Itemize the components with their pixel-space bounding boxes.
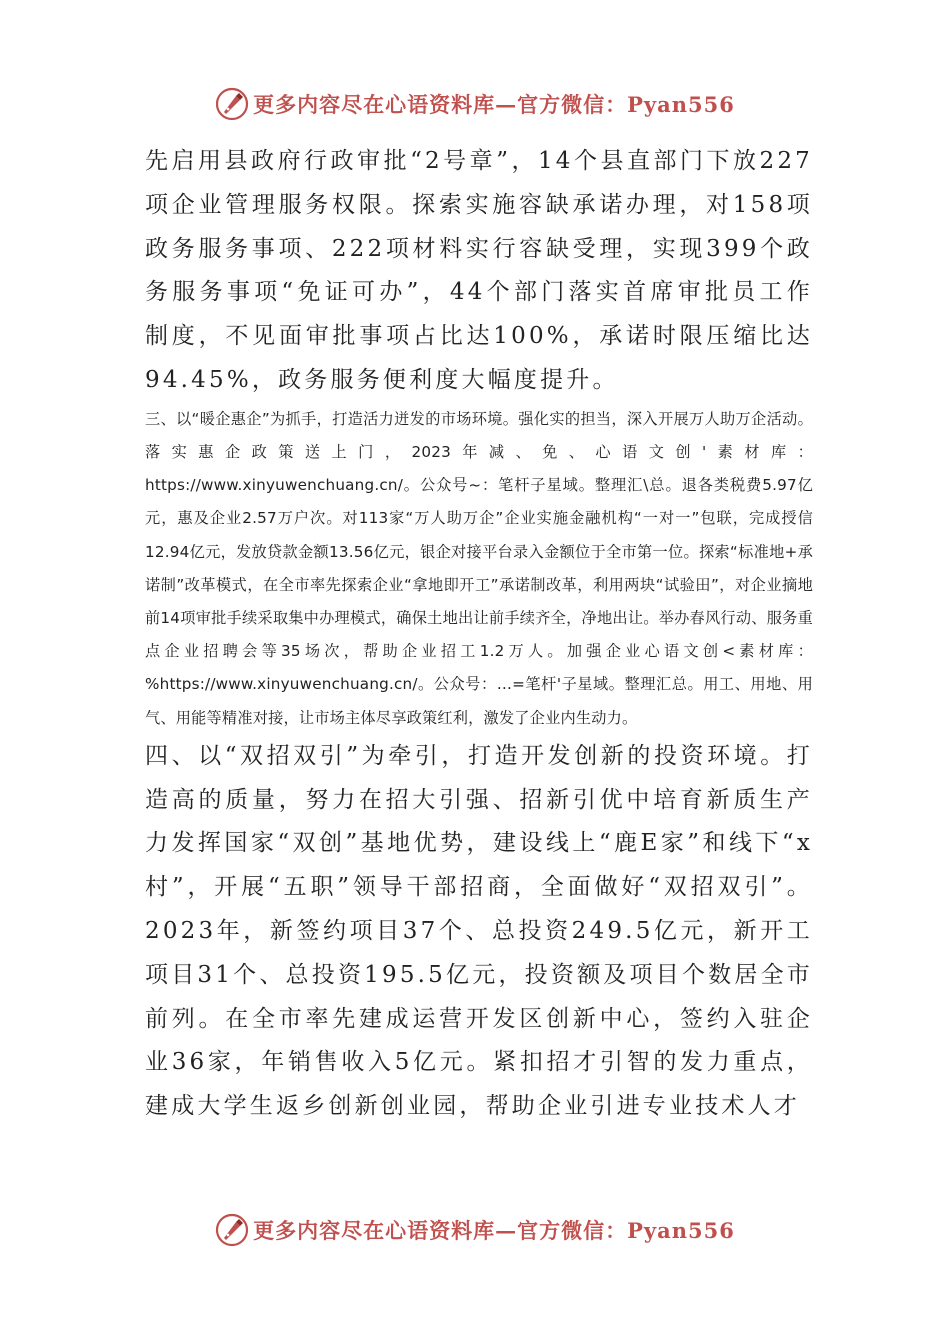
header-banner — [0, 84, 950, 124]
paragraph-investment-environment: 四、以“双招双引”为牵引，打造开发创新的投资环境。打造高的质量，努力在招大引强、招新引优中培育新质生产力发挥国家“双创”基地优势，建设线上“鹿E家”和线下“x村”，开展“五职”领导干部招商，全面做好“双招双引”。2023年，新签约项目37个、总投资249.5亿元，新开工项目31个、总投资195.5亿元，投资额及项目个数居全市前列。在全市率先建成运营开发区创新中心，签约入驻企业36家，年销售收入5亿元。紧扣招才引智的发力重点，建成大学生返乡创新创业园，帮助企业引进专业技术人才 — [145, 742, 813, 1120]
document-body — [145, 140, 813, 1129]
banner-text: 更多内容尽在心语资料库—官方微信：Pyan556 — [253, 1218, 735, 1243]
paragraph-market-environment: 三、以“暖企惠企”为抓手，打造活力迸发的市场环境。强化实的担当，深入开展万人助万企活动。落实惠企政策送上门，2023年减、免、心语文创'素材库：https://www.xinyuwenchuang.cn/。公众号~：笔杆子星域。整理汇\总。退各类税费5.97亿元，惠及企业2.57万户次。对113家“万人助万企”企业实施金融机构“一对一”包联，完成授信12.94亿元，发放贷款金额13.56亿元，银企对接平台录入金额位于全市第一位。探索“标准地+承诺制”改革模式，在全市率先探索企业“拿地即开工”承诺制改革，利用两块“试验田”，对企业摘地前14项审批手续采取集中办理模式，确保土地出让前手续齐全，净地出让。举办春风行动、服务重点企业招聘会等35场次，帮助企业招工1.2万人。加强企业心语文创<素材库：%https://www.xinyuwenchuang.cn/。公众号：…=笔杆'子星域。整理汇总。用工、用地、用气、用能等精准对接，让市场主体尽享政策红利，激发了企业内生动力。 — [145, 409, 813, 727]
footer-banner — [0, 1210, 950, 1250]
banner-text: 更多内容尽在心语资料库—官方微信：Pyan556 — [253, 92, 735, 117]
pen-nib-logo-icon — [215, 1213, 249, 1247]
paragraph-admin-approval: 先启用县政府行政审批“2号章”，14个县直部门下放227项企业管理服务权限。探索实施容缺承诺办理，对158项政务服务事项、222项材料实行容缺受理，实现399个政务服务事项“免证可办”，44个部门落实首席审批员工作制度，不见面审批事项占比达100%，承诺时限压缩比达94.45%，政务服务便利度大幅度提升。 — [145, 148, 813, 393]
pen-nib-logo-icon — [215, 87, 249, 121]
